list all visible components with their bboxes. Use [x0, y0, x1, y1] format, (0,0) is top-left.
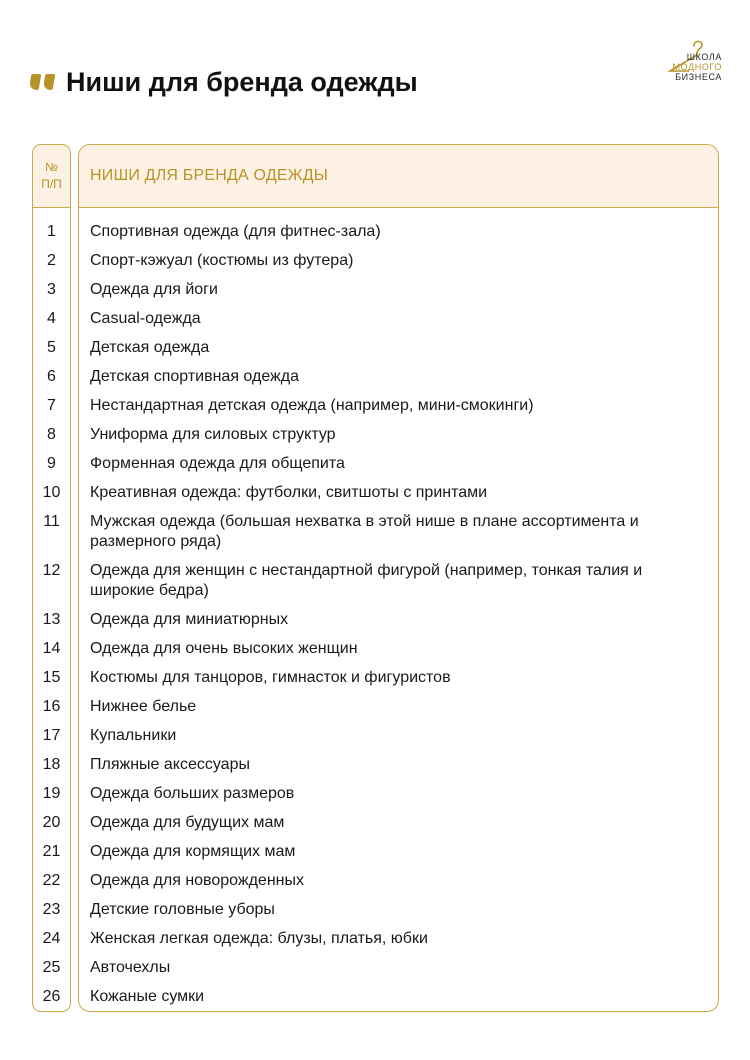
row-number: 13	[42, 611, 61, 628]
niche-item: Кожаные сумки	[90, 988, 205, 1005]
row-number: 18	[42, 756, 61, 773]
niche-item: Одежда для очень высоких женщин	[90, 640, 358, 657]
row-number: 17	[42, 727, 61, 744]
number-list	[33, 208, 70, 1012]
row-number: 5	[47, 339, 56, 356]
niche-item: Одежда для кормящих мам	[90, 843, 296, 860]
niche-item: Детские головные уборы	[90, 901, 275, 918]
row-number: 24	[42, 930, 61, 947]
niche-item: Одежда больших размеров	[90, 785, 295, 802]
niche-item: Купальники	[90, 727, 177, 744]
row-number: 20	[42, 814, 61, 831]
logo-line-1: ШКОЛА	[686, 52, 722, 62]
niche-item: Casual-одежда	[90, 310, 201, 327]
niche-item: Женская легкая одежда: блузы, платья, юбки	[90, 930, 428, 947]
logo-line-2: МОДНОГО	[672, 62, 722, 72]
niche-item: Детская спортивная одежда	[90, 368, 299, 385]
row-number: 16	[42, 698, 61, 715]
row-number: 3	[47, 281, 56, 298]
niche-item: Одежда для новорожденных	[90, 872, 304, 889]
page-title: Ниши для бренда одежды	[66, 66, 418, 97]
row-number: 7	[47, 397, 56, 414]
niche-item: Пляжные аксессуары	[90, 756, 250, 773]
row-number: 2	[47, 252, 56, 269]
niche-item: Нижнее белье	[90, 698, 197, 715]
niches-list	[79, 208, 718, 1012]
niche-item: Спортивная одежда (для фитнес-зала)	[90, 223, 381, 240]
row-number: 21	[42, 843, 61, 860]
row-number: 12	[42, 562, 61, 579]
niche-item: Униформа для силовых структур	[90, 426, 336, 443]
niche-item: Костюмы для танцоров, гимнасток и фигуристов	[90, 669, 451, 686]
page-header	[30, 62, 418, 102]
niches-column	[78, 144, 719, 1012]
row-number: 8	[47, 426, 56, 443]
quote-mark-icon	[30, 74, 54, 90]
niche-item: Авточехлы	[90, 959, 171, 976]
row-number: 9	[47, 455, 56, 472]
niche-item: Одежда для будущих мам	[90, 814, 285, 831]
niches-column-header: НИШИ ДЛЯ БРЕНДА ОДЕЖДЫ	[79, 145, 718, 208]
niche-item: Одежда для миниатюрных	[90, 611, 289, 628]
logo-line-3: БИЗНЕСА	[675, 72, 722, 82]
niche-item: Мужская одежда (большая нехватка в этой нише в плане ассортимента и размерного ряда)	[90, 513, 639, 550]
number-column-header	[33, 145, 70, 208]
row-number: 19	[42, 785, 61, 802]
niche-item: Нестандартная детская одежда (например, мини-смокинги)	[90, 397, 534, 414]
number-column	[32, 144, 71, 1012]
row-number: 10	[42, 484, 61, 501]
row-number: 6	[47, 368, 56, 385]
row-number: 15	[42, 669, 61, 686]
row-number: 23	[42, 901, 61, 918]
row-number: 14	[42, 640, 61, 657]
school-logo	[642, 32, 722, 86]
niche-item: Одежда для йоги	[90, 281, 218, 298]
row-number: 4	[47, 310, 56, 327]
row-number: 22	[42, 872, 61, 889]
niche-item: Детская одежда	[90, 339, 210, 356]
row-number: 25	[42, 959, 61, 976]
row-number: 26	[42, 988, 61, 1005]
row-number: 11	[43, 513, 60, 530]
row-number: 1	[47, 223, 56, 240]
niche-item: Форменная одежда для общепита	[90, 455, 345, 472]
niche-item: Спорт-кэжуал (костюмы из футера)	[90, 252, 354, 269]
num-header-label: П/П	[41, 177, 62, 191]
niche-item: Креативная одежда: футболки, свитшоты с принтами	[90, 484, 488, 501]
niche-item: Одежда для женщин с нестандартной фигурой (например, тонкая талия и широкие бедра)	[90, 562, 643, 599]
num-header-symbol: №	[45, 160, 58, 174]
